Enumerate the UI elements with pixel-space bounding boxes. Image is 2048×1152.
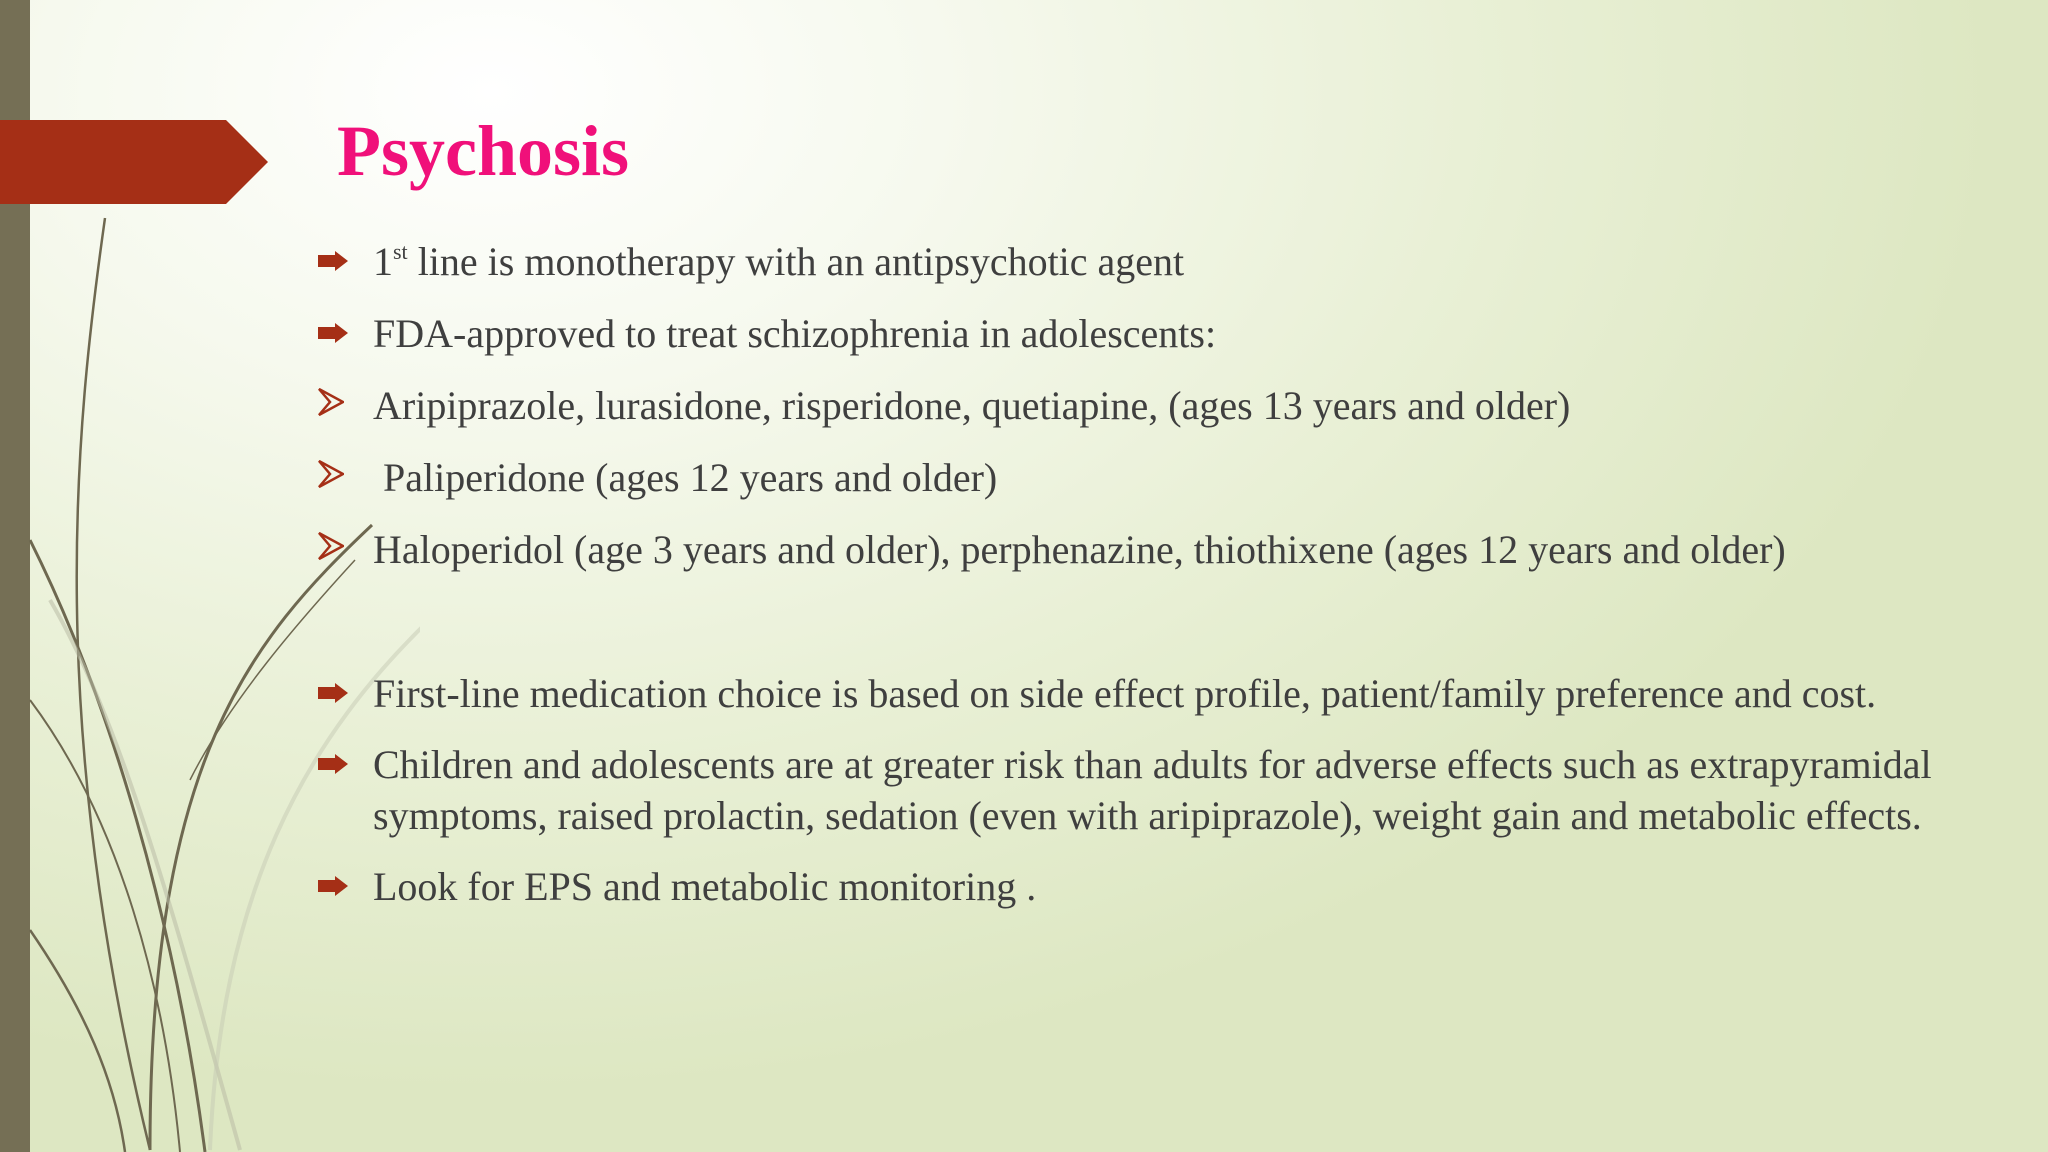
bullet-list [318,236,1958,912]
bullet-text: Look for EPS and metabolic monitoring . [373,864,1037,909]
bullet-text: Aripiprazole, lurasidone, risperidone, quetiapine, (ages 13 years and older) [373,383,1571,428]
chevron-bullet-icon [318,388,344,416]
arrow-bullet-icon [318,251,348,271]
bullet-item [318,739,1958,841]
bullet-text-prefix: 1 [373,239,393,284]
bullet-item [318,236,1958,287]
bullet-text: Haloperidol (age 3 years and older), perphenazine, thiothixene (ages 12 years and older) [373,527,1786,572]
bullet-item [318,668,1958,719]
bullet-text: line is monotherapy with an antipsychotic agent [407,239,1185,284]
arrow-bullet-icon [318,323,348,343]
bullet-text: First-line medication choice is based on side effect profile, patient/family preference and cost. [373,671,1877,716]
bullet-text: Paliperidone (ages 12 years and older) [383,455,998,500]
bullet-text: Children and adolescents are at greater risk than adults for adverse effects such as extrapyramidal symptoms, raised prolactin, sedation (even with aripiprazole), weight gain and metabolic effects. [373,742,1932,838]
bullet-item [318,308,1958,359]
sub-bullet-item [318,380,1958,431]
arrow-bullet-icon [318,876,348,896]
slide-title: Psychosis [337,111,630,191]
bullet-text: FDA-approved to treat schizophrenia in adolescents: [373,311,1217,356]
bullet-item [318,861,1958,912]
arrow-bullet-icon [318,754,348,774]
chevron-bullet-icon [318,460,344,488]
title-arrow-tab [0,120,268,204]
chevron-bullet-icon [318,532,344,560]
sub-bullet-item [318,452,1958,503]
arrow-bullet-icon [318,683,348,703]
sub-bullet-item [318,524,1958,575]
ordinal-superscript: st [393,239,408,264]
